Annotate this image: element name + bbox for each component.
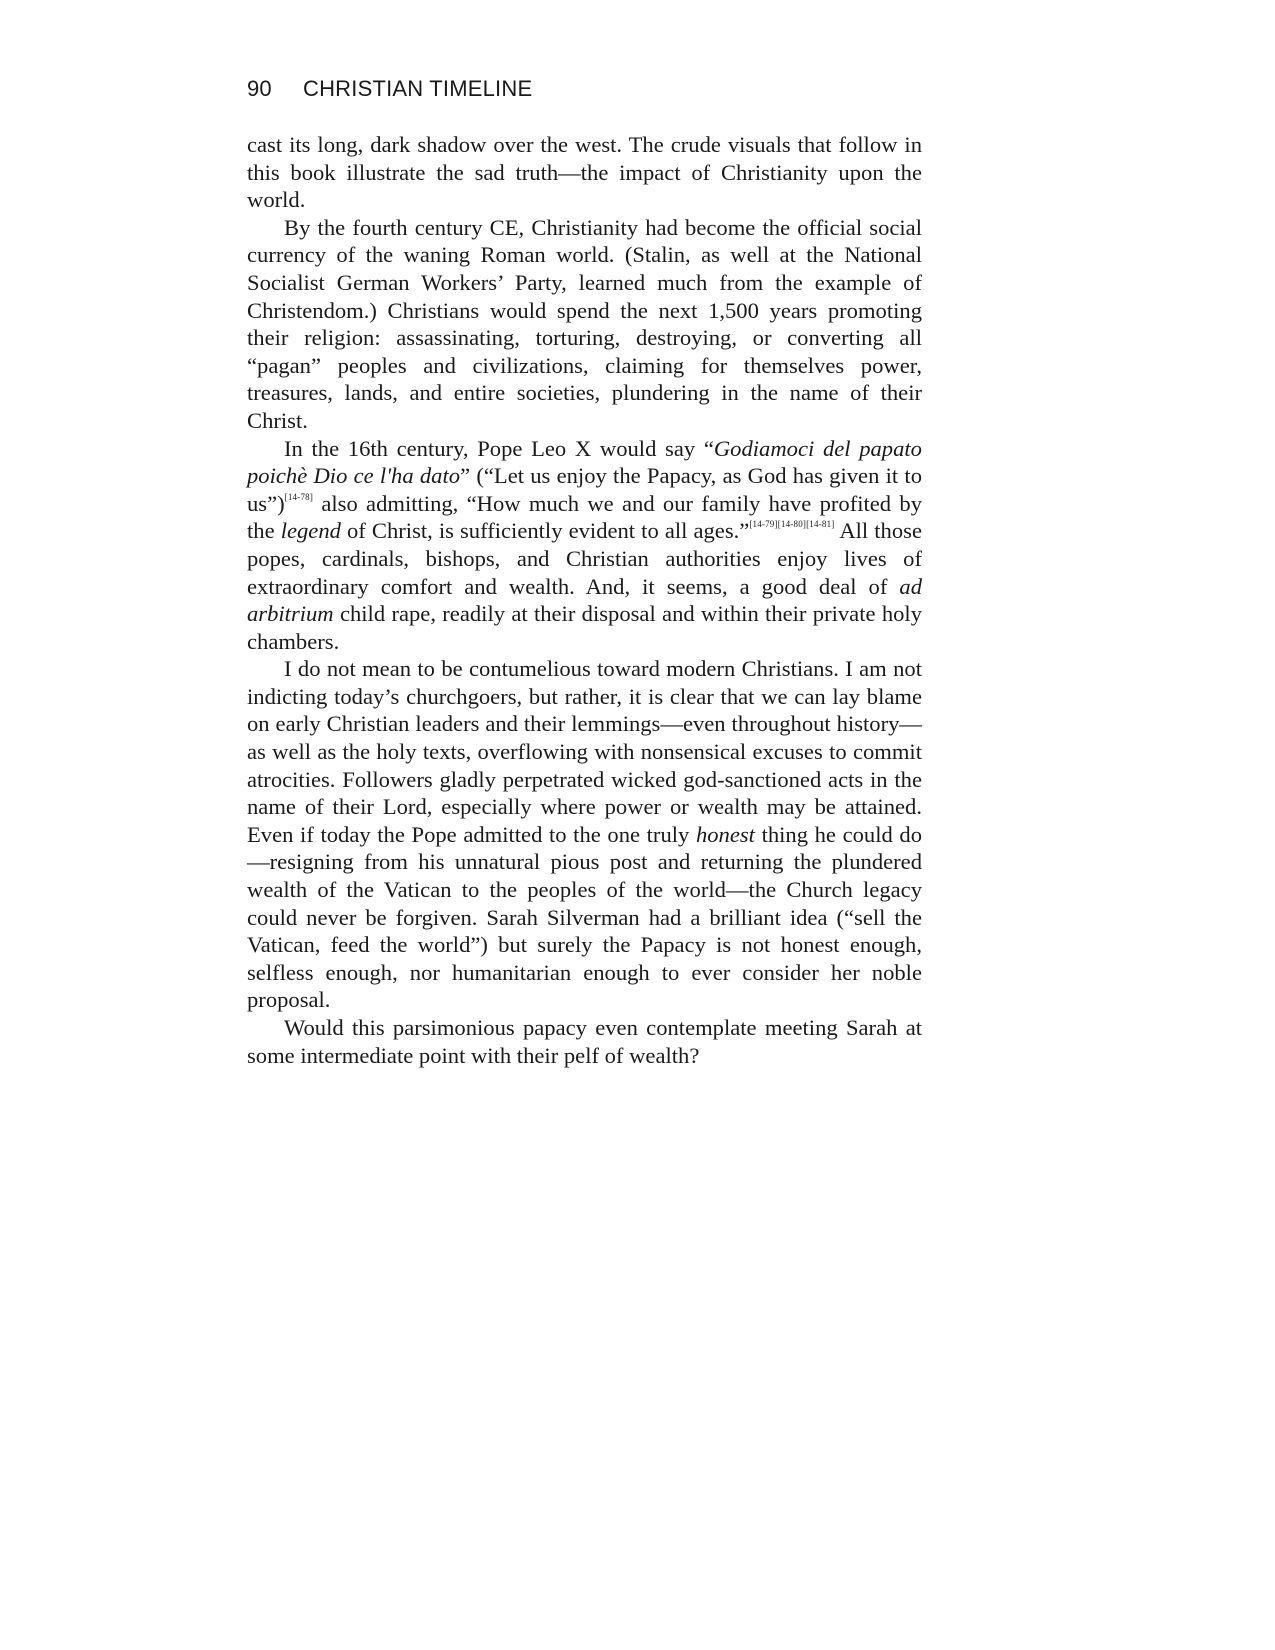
paragraph-5: Would this parsimonious papacy even contemplate meeting Sarah at some intermediate point with their pelf of wealth? bbox=[247, 1015, 922, 1068]
italic-word-legend: legend bbox=[280, 518, 341, 544]
paragraph-3-text: In the 16th century, Pope Leo X would say “ bbox=[284, 435, 714, 461]
italic-word-honest: honest bbox=[695, 821, 755, 847]
paragraph-3-text: All those popes, cardinals, bishops, and Christian authorities enjoy lives of extraordinary comfort and wealth. And, it seems, a good deal of bbox=[247, 518, 922, 599]
italic-phrase-godiamoci: Godiamoci del papato poichè Dio ce l'ha dato bbox=[247, 435, 922, 489]
body-text bbox=[247, 131, 922, 1069]
reference-marker: [14-78] bbox=[284, 491, 314, 502]
page-number: 90 bbox=[247, 76, 272, 101]
paragraph-4-text: thing he could do—resigning from his unnatural pious post and returning the plundered wealth of the Vatican to the peoples of the world—the Church legacy could never be forgiven. Sarah Silverman had a brilliant idea (“sell the Vatican, feed the world”) but surely the Papacy is not honest enough, selfless enough, nor humanitarian enough to ever consider her noble proposal. bbox=[247, 821, 922, 1013]
running-title: CHRISTIAN TIMELINE bbox=[303, 76, 533, 101]
paragraph-4 bbox=[247, 655, 922, 1014]
running-header bbox=[247, 76, 532, 102]
paragraph-3 bbox=[247, 435, 922, 656]
paragraph-4-text: I do not mean to be contumelious toward modern Christians. I am not indicting today’s churchgoers, but rather, it is clear that we can lay blame on early Christian leaders and their lemmings—even throughout history—as well as the holy texts, overflowing with nonsensical excuses to commit atrocities. Followers gladly perpetrated wicked god-sanctioned acts in the name of their Lord, especially where power or wealth may be attained. Even if today the Pope admitted to the one truly bbox=[247, 656, 922, 847]
paragraph-3-text: of Christ, is sufficiently evident to all ages.” bbox=[340, 518, 750, 544]
paragraph-1: cast its long, dark shadow over the west. The crude visuals that follow in this book illustrate the sad truth—the impact of Christianity upon the world. bbox=[247, 132, 922, 213]
paragraph-3-text: child rape, readily at their disposal and within their private holy chambers. bbox=[247, 601, 922, 654]
paragraph-3-text: ” (“Let us enjoy the Papacy, as God has given it to us”) bbox=[247, 463, 923, 516]
paragraph-2: By the fourth century CE, Christianity had become the official social currency of the waning Roman world. (Stalin, as well at the National Socialist German Workers’ Party, learned much from the example of Christendom.) Christians would spend the next 1,500 years promoting their religion: assassinating, torturing, destroying, or converting all “pagan” peoples and civilizations, claiming for themselves power, treasures, lands, and entire societies, plundering in the name of their Christ. bbox=[247, 214, 922, 433]
italic-phrase-ad-arbitrium: ad arbitrium bbox=[247, 573, 922, 627]
paragraph-3-text: also admitting, “How much we and our family have profited by the bbox=[247, 490, 922, 544]
reference-marker: [14-79][14-80][14-81] bbox=[749, 519, 835, 530]
